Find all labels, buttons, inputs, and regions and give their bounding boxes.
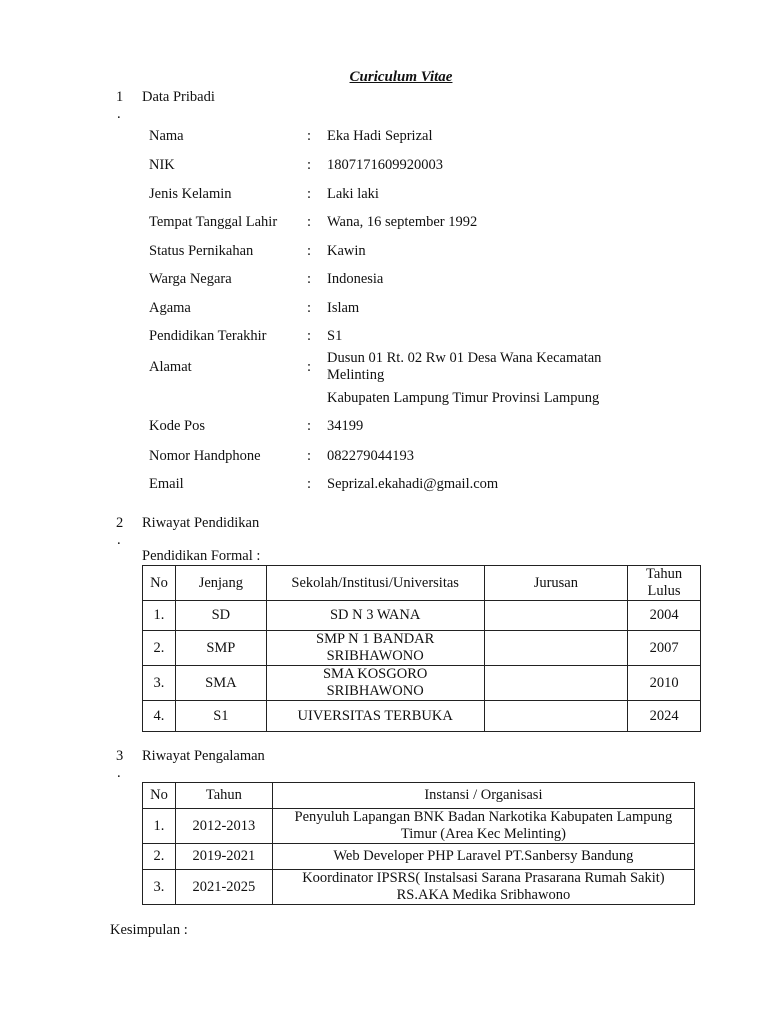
cell-year: 2019-2021 [175,844,272,870]
field-colon: : [307,359,312,375]
education-table [142,565,701,732]
section-number: 3 [116,748,124,764]
field-colon: : [307,328,312,344]
section-title-education: Riwayat Pendidikan [142,515,260,531]
field-colon: : [307,157,312,173]
cell-school-line1: SMP N 1 BANDAR [316,631,435,647]
cell-organization [272,870,694,905]
column-header-year-line2: Lulus [647,583,681,599]
cell-no: 2. [143,631,176,666]
cell-no: 3. [143,666,176,701]
field-colon: : [307,186,312,202]
cell-school-line1: UIVERSITAS TERBUKA [297,707,453,724]
cell-year: 2021-2025 [175,870,272,905]
cell-organization-line2: RS.AKA Medika Sribhawono [396,887,571,903]
field-value-address-line3: Kabupaten Lampung Timur Provinsi Lampung [327,390,600,406]
cell-year: 2010 [628,666,701,701]
field-value-gender: Laki laki [327,186,379,202]
section-title-personal-data: Data Pribadi [142,89,215,105]
table-header-row [143,783,695,809]
field-label-phone: Nomor Handphone [149,448,261,464]
cell-level: SD [175,601,266,631]
field-value-education: S1 [327,328,343,344]
cell-no: 1. [143,809,176,844]
field-value-address-line2: Melinting [327,367,385,383]
cell-no: 3. [143,870,176,905]
field-colon: : [307,418,312,434]
cell-major [484,631,628,666]
field-label-name: Nama [149,128,184,144]
field-label-postal-code: Kode Pos [149,418,205,434]
cell-year: 2012-2013 [175,809,272,844]
cell-major [484,701,628,732]
cell-year: 2024 [628,701,701,732]
cell-organization-line1: Penyuluh Lapangan BNK Badan Narkotika Kabupaten Lampung [294,809,673,825]
table-row [143,701,701,732]
table-row [143,601,701,631]
field-label-address: Alamat [149,359,192,375]
field-label-citizenship: Warga Negara [149,271,232,287]
cell-organization-line1: Koordinator IPSRS( Instalsasi Sarana Prasarana Rumah Sakit) [302,870,665,886]
section-title-experience: Riwayat Pengalaman [142,748,265,764]
section-number-dot: . [117,106,121,122]
cell-organization-line1: Web Developer PHP Laravel PT.Sanbersy Bandung [333,848,634,864]
cell-no: 1. [143,601,176,631]
section-number-dot: . [117,765,121,781]
cell-major [484,666,628,701]
field-value-marital-status: Kawin [327,243,366,259]
table-row [143,844,695,870]
cell-no: 2. [143,844,176,870]
cell-school [266,601,484,631]
field-label-birth: Tempat Tanggal Lahir [149,214,278,230]
column-header-year: Tahun [175,783,272,809]
cell-level: SMP [175,631,266,666]
cell-school-line1: SMA KOSGORO [322,666,428,682]
field-value-citizenship: Indonesia [327,271,384,287]
field-label-religion: Agama [149,300,191,316]
field-colon: : [307,271,312,287]
column-header-no: No [143,566,176,601]
field-value-email: Seprizal.ekahadi@gmail.com [327,476,499,492]
formal-education-subtitle: Pendidikan Formal : [142,548,261,564]
field-colon: : [307,476,312,492]
cell-school-line2: SRIBHAWONO [326,683,424,699]
cell-school [266,666,484,701]
cell-school [266,631,484,666]
table-row [143,631,701,666]
field-colon: : [307,243,312,259]
table-row [143,870,695,905]
field-value-name: Eka Hadi Seprizal [327,128,433,144]
field-value-birth: Wana, 16 september 1992 [327,214,478,230]
cell-organization [272,844,694,870]
cell-year: 2004 [628,601,701,631]
field-colon: : [307,214,312,230]
cell-major [484,601,628,631]
column-header-year [628,566,701,601]
field-label-education: Pendidikan Terakhir [149,328,267,344]
document-title: Curiculum Vitae [349,69,453,85]
field-value-postal-code: 34199 [327,418,364,434]
column-header-level: Jenjang [175,566,266,601]
section-number-dot: . [117,532,121,548]
column-header-organization: Instansi / Organisasi [272,783,694,809]
section-number: 2 [116,515,124,531]
field-value-phone: 082279044193 [327,448,414,464]
cell-organization-line2: Timur (Area Kec Melinting) [400,826,566,842]
cell-level: S1 [175,701,266,732]
field-value-nik: 1807171609920003 [327,157,443,173]
cell-school [266,701,484,732]
cell-organization [272,809,694,844]
field-label-email: Email [149,476,184,492]
cell-school-line2: SRIBHAWONO [326,648,424,664]
field-label-nik: NIK [149,157,175,173]
cell-school-line1: SD N 3 WANA [329,607,421,623]
table-header-row [143,566,701,601]
field-colon: : [307,448,312,464]
section-number: 1 [116,89,124,105]
column-header-no: No [143,783,176,809]
field-colon: : [307,300,312,316]
column-header-school: Sekolah/Institusi/Universitas [266,566,484,601]
field-value-religion: Islam [327,300,360,316]
table-row [143,666,701,701]
field-label-gender: Jenis Kelamin [149,186,232,202]
field-value-address-line1: Dusun 01 Rt. 02 Rw 01 Desa Wana Kecamatan [327,350,602,366]
cell-level: SMA [175,666,266,701]
column-header-major: Jurusan [484,566,628,601]
field-colon: : [307,128,312,144]
cell-year: 2007 [628,631,701,666]
field-label-marital-status: Status Pernikahan [149,243,254,259]
experience-table [142,782,695,905]
table-row [143,809,695,844]
conclusion-label: Kesimpulan : [110,922,188,938]
cell-no: 4. [143,701,176,732]
column-header-year-line1: Tahun [646,566,683,582]
